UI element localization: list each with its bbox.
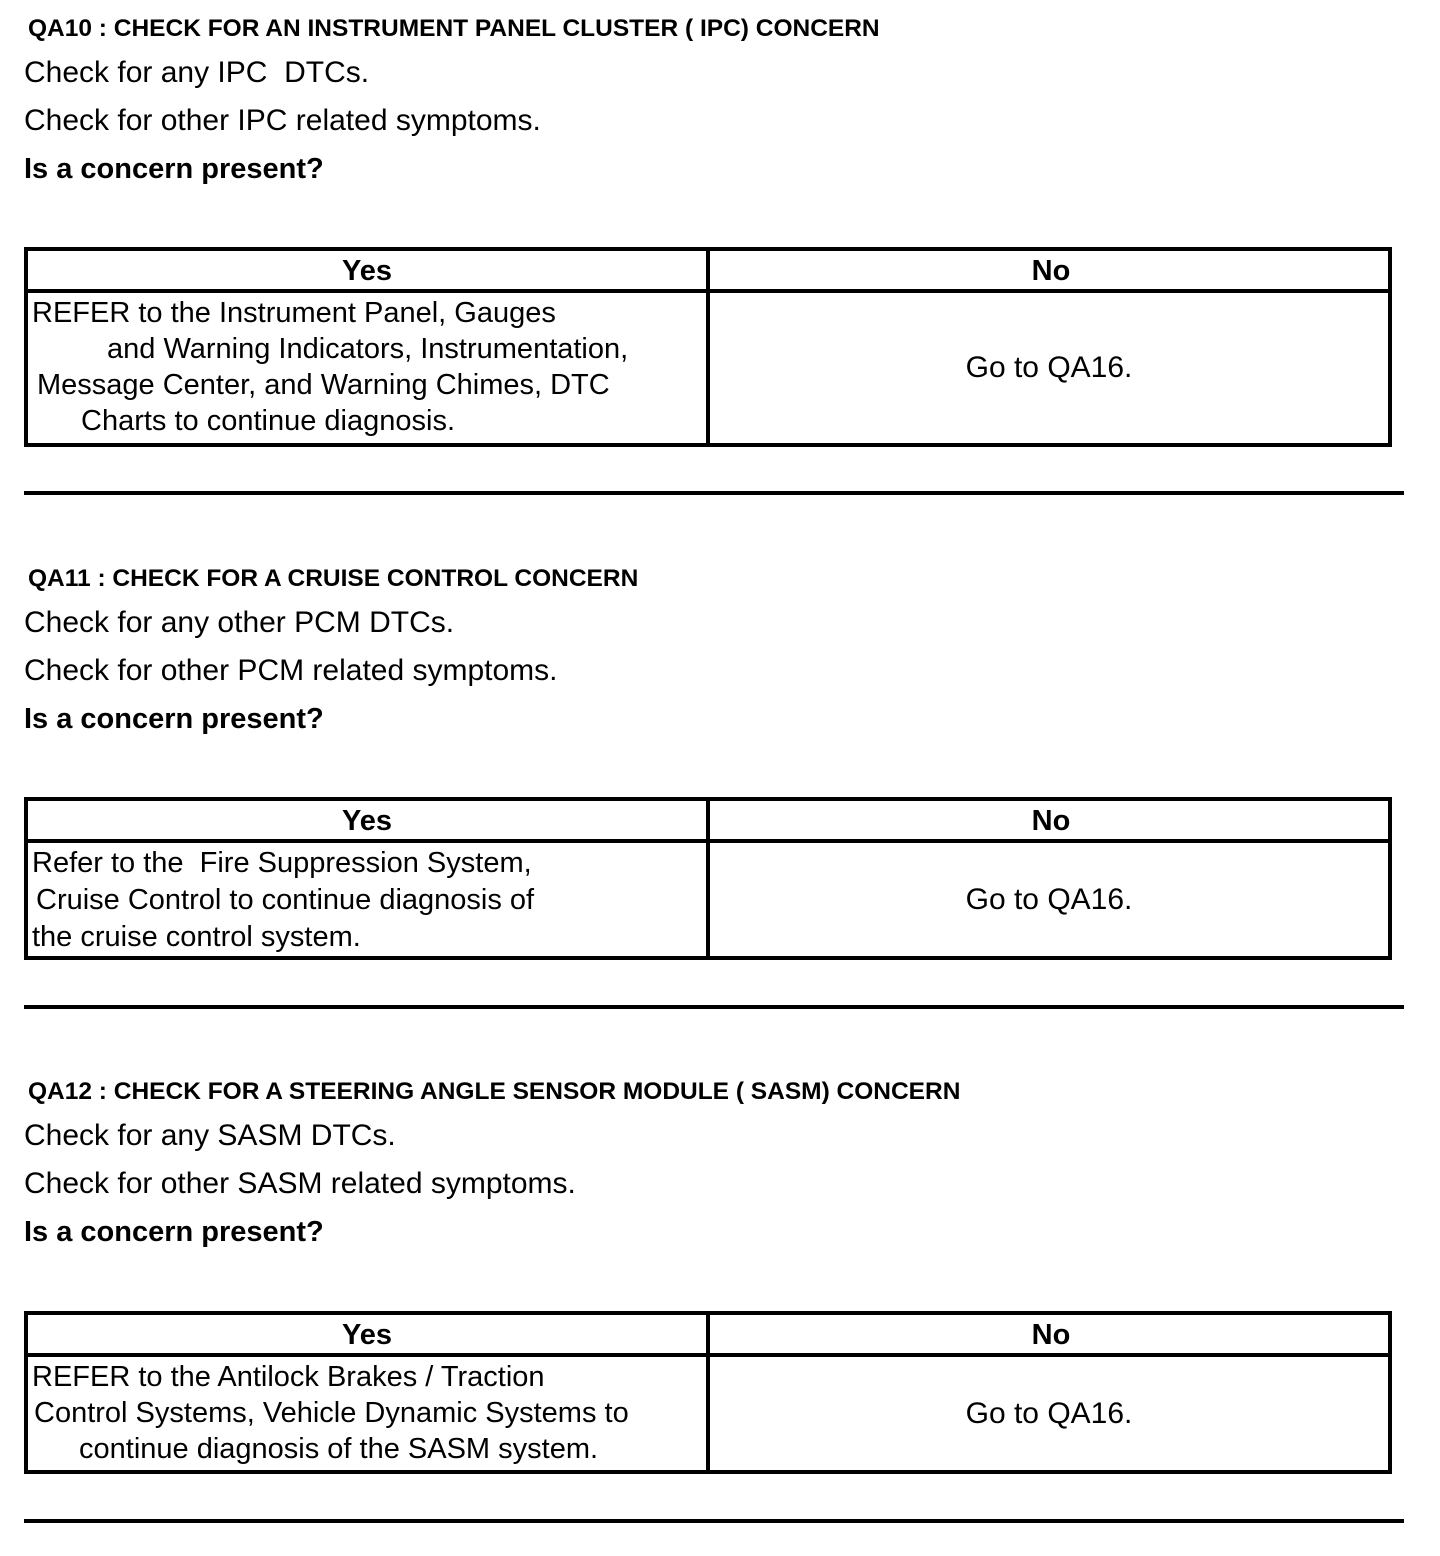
yes-line: continue diagnosis of the SASM system. [79, 1433, 599, 1465]
instruction-line: Check for other SASM related symptoms. [24, 1167, 576, 1200]
section-title: QA11 : CHECK FOR A CRUISE CONTROL CONCERN [28, 565, 639, 592]
no-header: No [1031, 255, 1071, 287]
yes-cell [28, 293, 710, 443]
question: Is a concern present? [24, 703, 324, 735]
instruction-line: Check for other PCM related symptoms. [24, 654, 558, 687]
instruction-line: Check for any SASM DTCs. [24, 1119, 396, 1152]
no-cell: Go to QA16. [965, 351, 1133, 384]
yes-line: REFER to the Antilock Brakes / Traction [32, 1361, 545, 1393]
yes-line: the cruise control system. [32, 921, 361, 953]
section-title: QA10 : CHECK FOR AN INSTRUMENT PANEL CLUSTER ( IPC) CONCERN [28, 15, 880, 42]
yes-header: Yes [28, 801, 710, 839]
yes-line: REFER to the Instrument Panel, Gauges [32, 297, 556, 329]
instruction-line: Check for any other PCM DTCs. [24, 606, 455, 639]
yes-line: and Warning Indicators, Instrumentation, [107, 333, 629, 365]
decision-table [24, 797, 1392, 960]
yes-line: Refer to the Fire Suppression System, [32, 847, 532, 879]
yes-cell [28, 1357, 710, 1470]
yes-line: Charts to continue diagnosis. [81, 405, 455, 437]
question: Is a concern present? [24, 1216, 324, 1248]
yes-header: Yes [28, 251, 710, 289]
yes-line: Control Systems, Vehicle Dynamic Systems to [34, 1397, 629, 1429]
decision-table [24, 247, 1392, 447]
instruction-line: Check for any IPC DTCs. [24, 56, 370, 89]
instruction-line: Check for other IPC related symptoms. [24, 104, 541, 137]
divider [24, 491, 1404, 495]
no-header: No [1031, 1319, 1071, 1351]
yes-line: Message Center, and Warning Chimes, DTC [37, 369, 610, 401]
question: Is a concern present? [24, 153, 324, 185]
yes-header: Yes [28, 1315, 710, 1353]
section-title: QA12 : CHECK FOR A STEERING ANGLE SENSOR MODULE ( SASM) CONCERN [28, 1078, 961, 1105]
yes-line: Cruise Control to continue diagnosis of [36, 884, 535, 916]
no-cell: Go to QA16. [965, 1396, 1133, 1430]
yes-cell [28, 843, 710, 956]
divider [24, 1005, 1404, 1009]
decision-table [24, 1311, 1392, 1474]
divider [24, 1519, 1404, 1523]
no-header: No [1031, 805, 1071, 837]
no-cell: Go to QA16. [965, 882, 1133, 916]
